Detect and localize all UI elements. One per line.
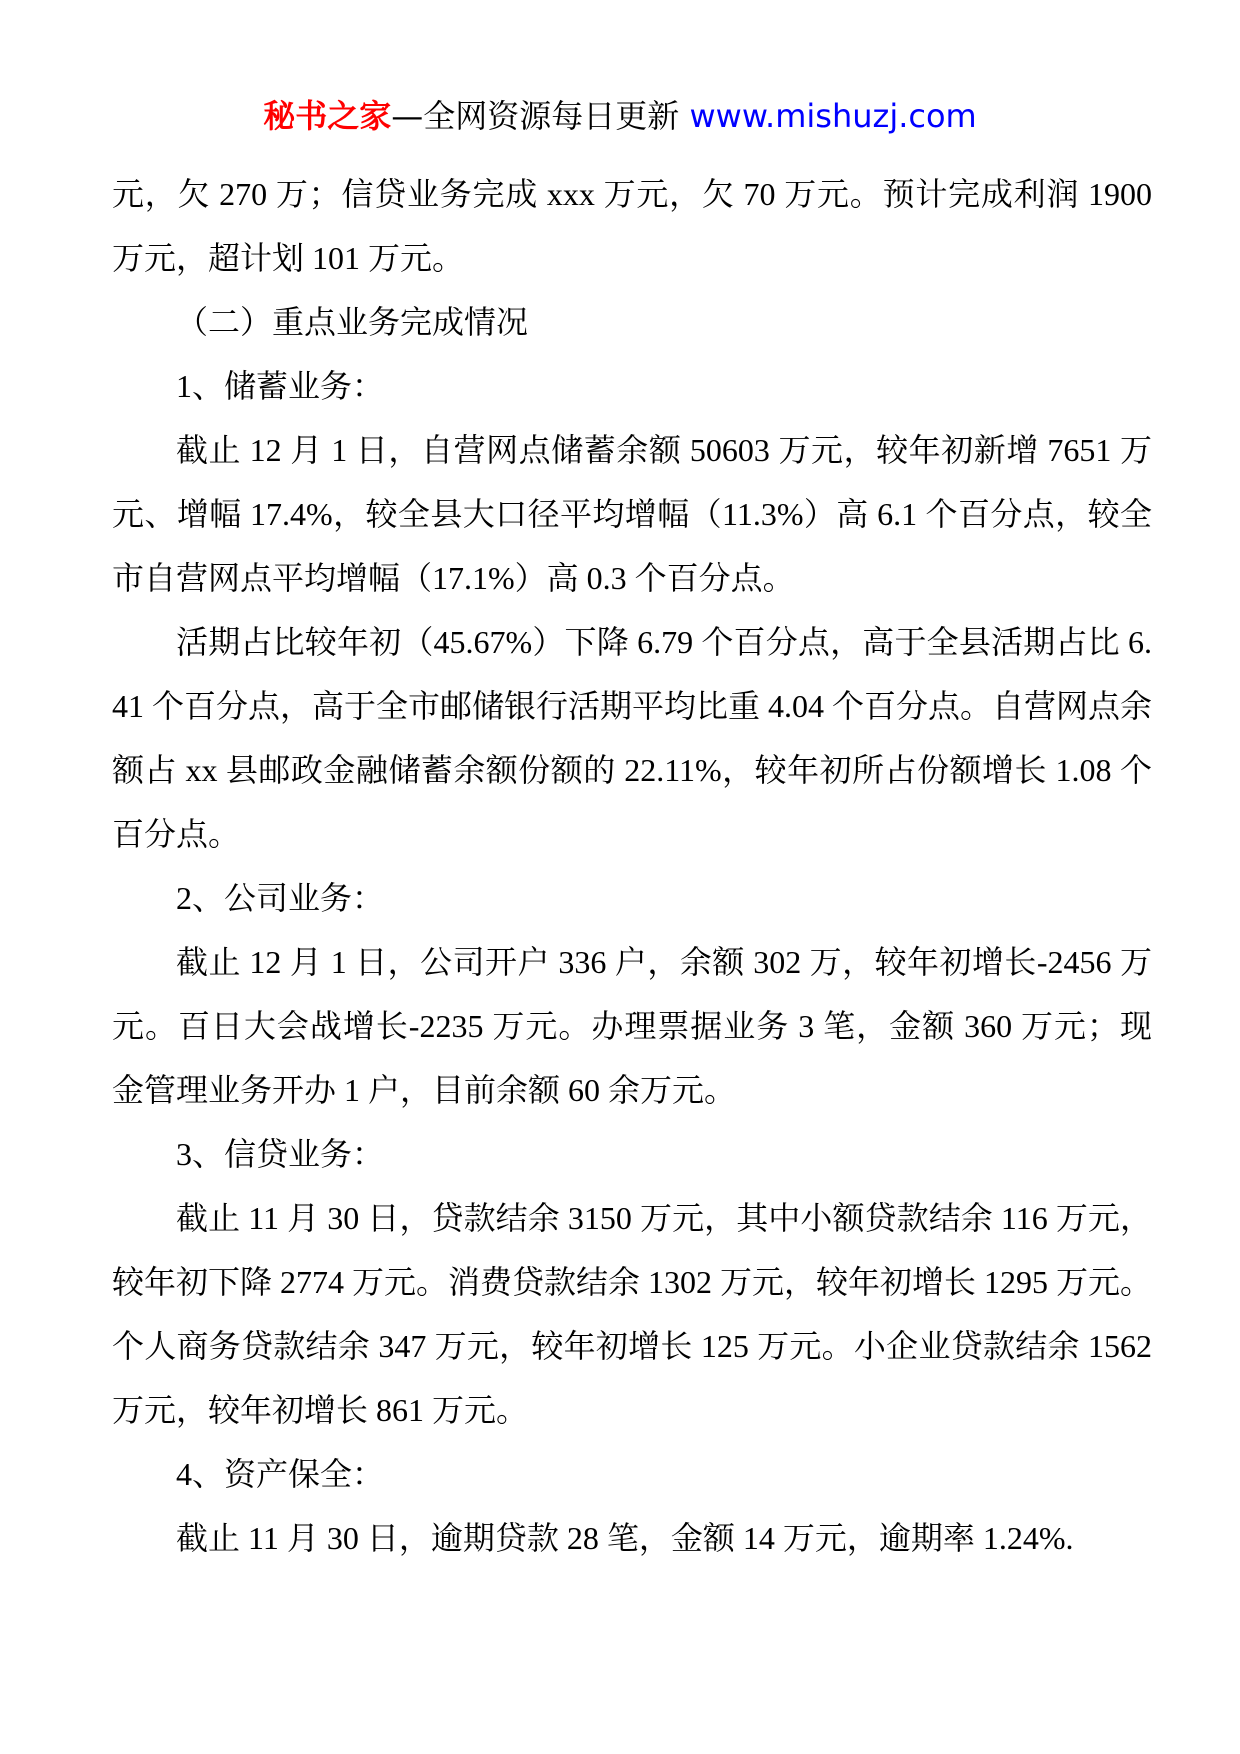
subheading-savings: 1、储蓄业务： bbox=[176, 368, 385, 404]
paragraph-credit: 截止 11 月 30 日，贷款结余 3150 万元，其中小额贷款结余 116 万元，较年初下降 2774 万元。消费贷款结余 1302 万元，较年初增长 1295 万元。个人商务贷款结余 347 万元，较年初增长 125 万元。小企业贷款结余 1562 万元，较年初增长 861 万元。 bbox=[112, 1200, 1153, 1428]
document-body bbox=[112, 162, 1152, 1570]
site-url[interactable]: www.mishuzj.com bbox=[689, 97, 977, 135]
page-header bbox=[0, 96, 1240, 136]
paragraph-continuation: 元，欠 270 万；信贷业务完成 xxx 万元，欠 70 万元。预计完成利润 1900 万元，超计划 101 万元。 bbox=[112, 176, 1152, 276]
section-heading-key-business: （二）重点业务完成情况 bbox=[176, 304, 529, 340]
paragraph-corporate: 截止 12 月 1 日，公司开户 336 户，余额 302 万，较年初增长-2456 万元。百日大会战增长-2235 万元。办理票据业务 3 笔，金额 360 万元；现金管理业务开办 1 户，目前余额 60 余万元。 bbox=[112, 944, 1152, 1108]
subheading-corporate: 2、公司业务： bbox=[176, 880, 385, 916]
site-tagline: —全网资源每日更新 bbox=[391, 97, 680, 135]
paragraph-asset-preservation: 截止 11 月 30 日，逾期贷款 28 笔，金额 14 万元，逾期率 1.24%. bbox=[176, 1520, 1074, 1556]
site-brand: 秘书之家 bbox=[263, 97, 392, 135]
paragraph-demand-deposit: 活期占比较年初（45.67%）下降 6.79 个百分点，高于全县活期占比 6.41 个百分点，高于全市邮储银行活期平均比重 4.04 个百分点。自营网点余额占 xx 县邮政金融储蓄余额份额的 22.11%，较年初所占份额增长 1.08 个百分点。 bbox=[112, 624, 1153, 852]
subheading-asset-preservation: 4、资产保全： bbox=[176, 1456, 385, 1492]
subheading-credit: 3、信贷业务： bbox=[176, 1136, 385, 1172]
paragraph-savings-balance: 截止 12 月 1 日，自营网点储蓄余额 50603 万元，较年初新增 7651 万元、增幅 17.4%，较全县大口径平均增幅（11.3%）高 6.1 个百分点，较全市自营网点平均增幅（17.1%）高 0.3 个百分点。 bbox=[112, 432, 1152, 596]
